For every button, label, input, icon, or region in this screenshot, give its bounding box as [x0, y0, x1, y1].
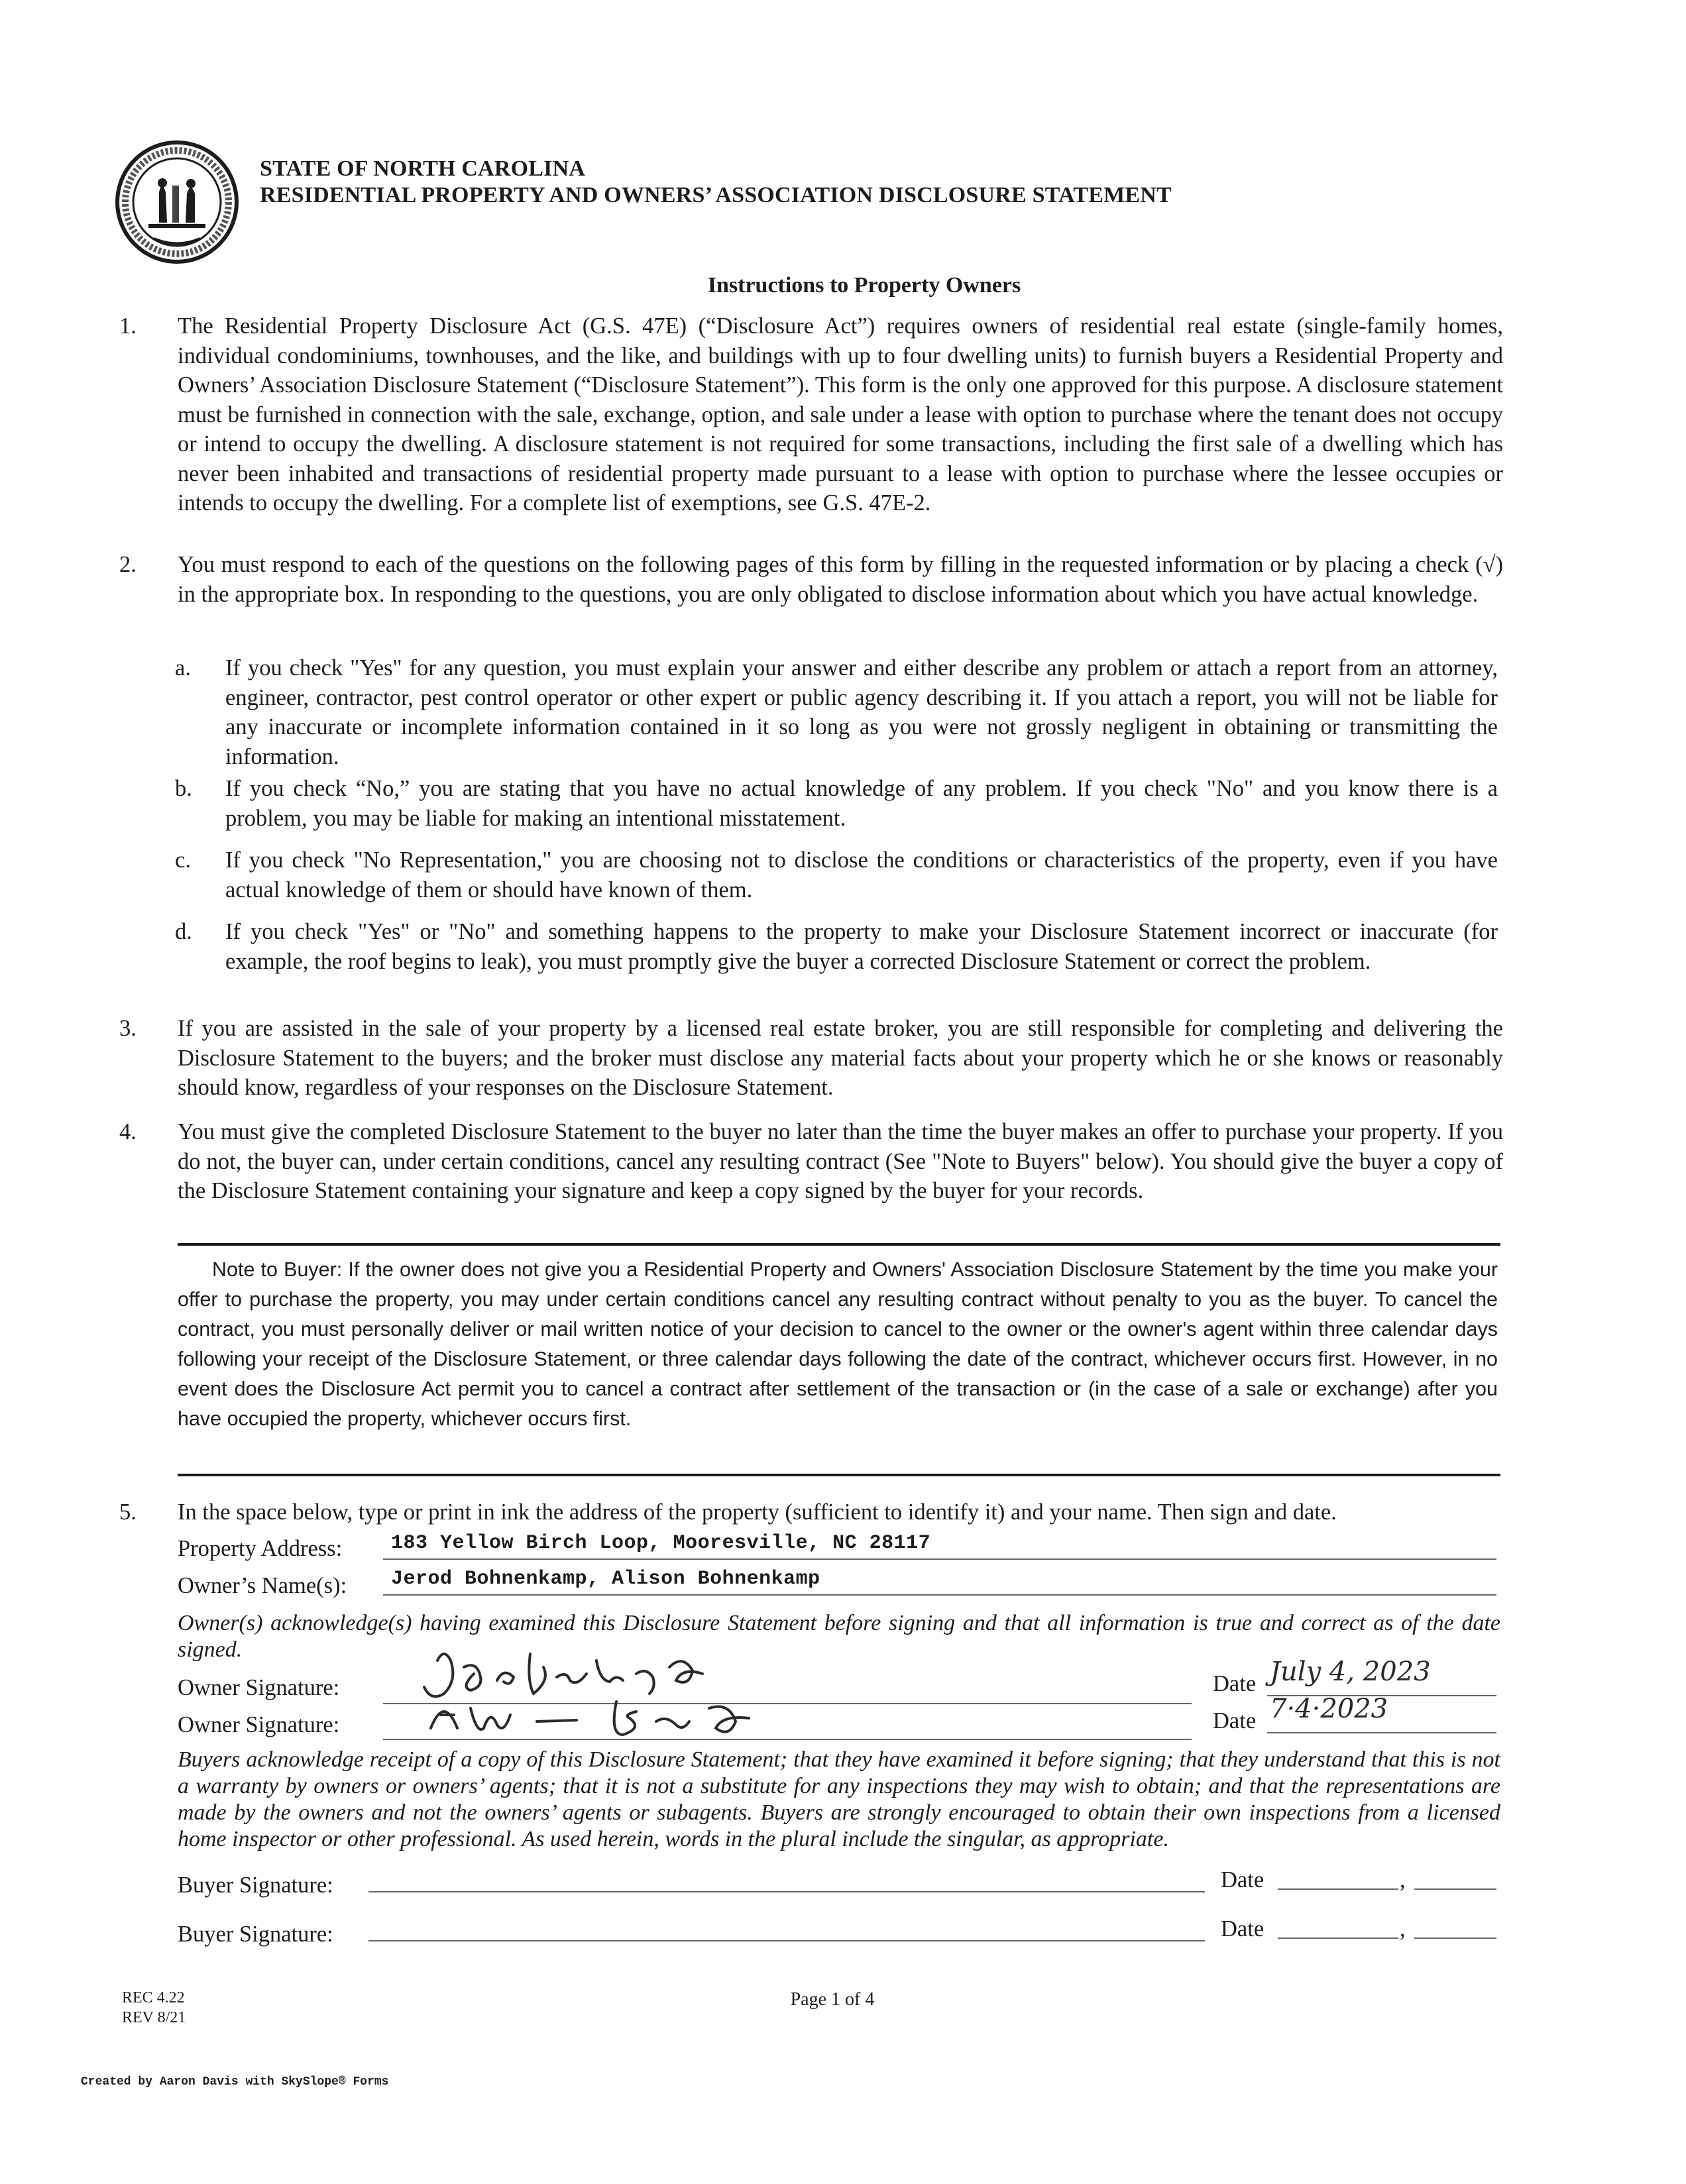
buyer-signature-rule-2[interactable] — [368, 1940, 1205, 1941]
item-number: 3. — [119, 1016, 137, 1041]
subitem-text: If you check “No,” you are stating that you have no actual knowledge of any problem. If you check "No" and you know there is a problem, you may be liable for making an intentional misstatement. — [225, 776, 1498, 831]
owner-signature-label-2: Owner Signature: — [178, 1712, 340, 1737]
created-by: Created by Aaron Davis with SkySlope® Forms — [81, 2075, 389, 2089]
instructions-heading-text: Instructions to Property Owners — [707, 273, 1021, 298]
subitem-text: If you check "No Representation," you are choosing not to disclose the conditions or characteristics of the property, even if you have actual knowledge of them or should have known of them. — [225, 847, 1498, 902]
subitem-text: If you check "Yes" for any question, you must explain your answer and either describe any problem or attach a report from an attorney, engineer, contractor, pest control operator or other expert or public agency describing it. If you attach a report, you will not be liable for any inaccurate or incomplete information contained in it so long as you were not grossly negligent in obtaining or transmitting the information. — [225, 655, 1498, 769]
owner-date-label-2: Date — [1213, 1708, 1257, 1733]
buyer-date-label-2: Date — [1221, 1916, 1264, 1941]
item-text: The Residential Property Disclosure Act (G.S. 47E) (“Disclosure Act”) requires owners of residential real estate (single-family homes, individual condominiums, townhouses, and the like, and buildings with up to four dwelling units) to furnish buyers a Residential Property and Owners’ Association Disclosure Statement (“Disclosure Statement”). This form is the only one approved for this purpose. A disclosure statement must be furnished in connection with the sale, exchange, option, and sale under a lease with option to purchase where the tenant does not occupy or intend to occupy the dwelling. A disclosure statement is not required for some transactions, including the first sale of a dwelling which has never been inhabited and transactions of residential property made pursuant to a lease with option to purchase where the lessee occupies or intends to occupy the dwelling. For a complete list of exemptions, see G.S. 47E-2. — [178, 313, 1503, 516]
item-number: 1. — [119, 313, 137, 339]
item-number: 4. — [119, 1119, 137, 1144]
buyer-date-label-1: Date — [1221, 1867, 1264, 1892]
owner-signature-rule-2 — [383, 1739, 1192, 1740]
subitem-letter: c. — [175, 847, 191, 873]
buyer-year-rule-1[interactable] — [1414, 1888, 1496, 1890]
property-address-rule — [383, 1558, 1496, 1560]
owners-name-value[interactable]: Jerod Bohnenkamp, Alison Bohnenkamp — [391, 1568, 820, 1590]
subitem-letter: a. — [175, 655, 191, 681]
page-number — [0, 1989, 1686, 2010]
owner-signature-2[interactable] — [404, 1688, 802, 1741]
subitem-text: If you check "Yes" or "No" and something happens to the property to make your Disclosure Statement incorrect or inaccurate (for example, the roof begins to leak), you must promptly give the buyer a corrected Disclosure Statement or correct the problem. — [225, 919, 1498, 974]
note-bottom-rule — [178, 1474, 1500, 1476]
item-text: You must give the completed Disclosure Statement to the buyer no later than the time the buyer makes an offer to purchase your property. If you do not, the buyer can, under certain conditions, cancel any resulting contract (See "Note to Buyers" below). You should give the buyer a copy of the Disclosure Statement containing your signature and keep a copy signed by the buyer for your records. — [178, 1119, 1503, 1203]
property-address-value[interactable]: 183 Yellow Birch Loop, Mooresville, NC 28117 — [391, 1532, 931, 1555]
item-text: You must respond to each of the questions on the following pages of this form by filling in the requested information or by placing a check (√) in the appropriate box. In responding to the questions, you are only obligated to disclose information about which you have actual knowledge. — [178, 552, 1503, 607]
header-form-title: RESIDENTIAL PROPERTY AND OWNERS’ ASSOCIATION DISCLOSURE STATEMENT — [260, 183, 1172, 207]
date-comma-1: , — [1400, 1867, 1406, 1892]
item-number: 2. — [119, 552, 137, 577]
form-code: REC 4.22 — [122, 1989, 185, 2006]
subitem-letter: b. — [175, 776, 192, 801]
note-to-buyer — [178, 1255, 1498, 1434]
item-number: 5. — [119, 1500, 137, 1525]
owners-name-rule — [383, 1594, 1496, 1596]
date-comma-2: , — [1400, 1916, 1406, 1941]
owner-date-rule-2 — [1267, 1732, 1496, 1733]
page-number-text: Page 1 of 4 — [790, 1989, 875, 2010]
state-seal-icon — [114, 139, 240, 265]
owner-date-label-1: Date — [1213, 1671, 1257, 1696]
owner-acknowledgment: Owner(s) acknowledge(s) having examined this Disclosure Statement before signing and that all information is true and correct as of the date signed. — [178, 1611, 1500, 1662]
form-revision: REV 8/21 — [122, 2009, 186, 2026]
note-to-buyer-text: Note to Buyer: If the owner does not give you a Residential Property and Owners' Association Disclosure Statement by the time you make your offer to purchase the property, you may under certain conditions cancel any resulting contract without penalty to you as the buyer. To cancel the contract, you must personally deliver or mail written notice of your decision to cancel to the owner or the owner's agent within three calendar days following your receipt of the Disclosure Statement, or three calendar days following the date of the contract, whichever occurs first. However, in no event does the Disclosure Act permit you to cancel a contract after settlement of the transaction or (in the case of a sale or exchange) after you have occupied the property, whichever occurs first. — [178, 1258, 1498, 1430]
owner-date-value-2[interactable]: 7·4·2023 — [1270, 1694, 1388, 1724]
owner-date-value-1[interactable]: July 4, 2023 — [1270, 1657, 1431, 1687]
subitem-letter: d. — [175, 919, 192, 944]
buyer-date-rule-1[interactable] — [1278, 1888, 1398, 1890]
property-address-label: Property Address: — [178, 1536, 343, 1561]
item-text: If you are assisted in the sale of your property by a licensed real estate broker, you are still responsible for completing and delivering the Disclosure Statement to the buyers; and the broker must disclose any material facts about your property which he or she knows or reasonably should know, regardless of your responses on the Disclosure Statement. — [178, 1016, 1503, 1100]
owner-signature-label-1: Owner Signature: — [178, 1675, 340, 1700]
buyer-signature-rule-1[interactable] — [368, 1891, 1205, 1892]
instructions-heading — [0, 273, 1686, 298]
note-top-rule — [178, 1243, 1500, 1246]
buyer-date-rule-2[interactable] — [1278, 1938, 1398, 1939]
owners-name-label: Owner’s Name(s): — [178, 1573, 347, 1598]
header-state: STATE OF NORTH CAROLINA — [260, 156, 586, 181]
buyer-year-rule-2[interactable] — [1414, 1938, 1496, 1939]
buyer-signature-label-1: Buyer Signature: — [178, 1873, 333, 1898]
item-text: In the space below, type or print in ink the address of the property (sufficient to identify it) and your name. Then sign and date. — [178, 1500, 1337, 1525]
buyer-signature-label-2: Buyer Signature: — [178, 1922, 333, 1947]
buyer-acknowledgment: Buyers acknowledge receipt of a copy of this Disclosure Statement; that they have examined it before signing; that they understand that this is not a warranty by owners or owners’ agents; that it is not a substitute for any inspections they may wish to obtain; and that the representations are made by the owners and not the owners’ agents or subagents. Buyers are strongly encouraged to obtain their own inspections from a licensed home inspector or other professional. As used herein, words in the plural include the singular, as appropriate. — [178, 1747, 1500, 1851]
